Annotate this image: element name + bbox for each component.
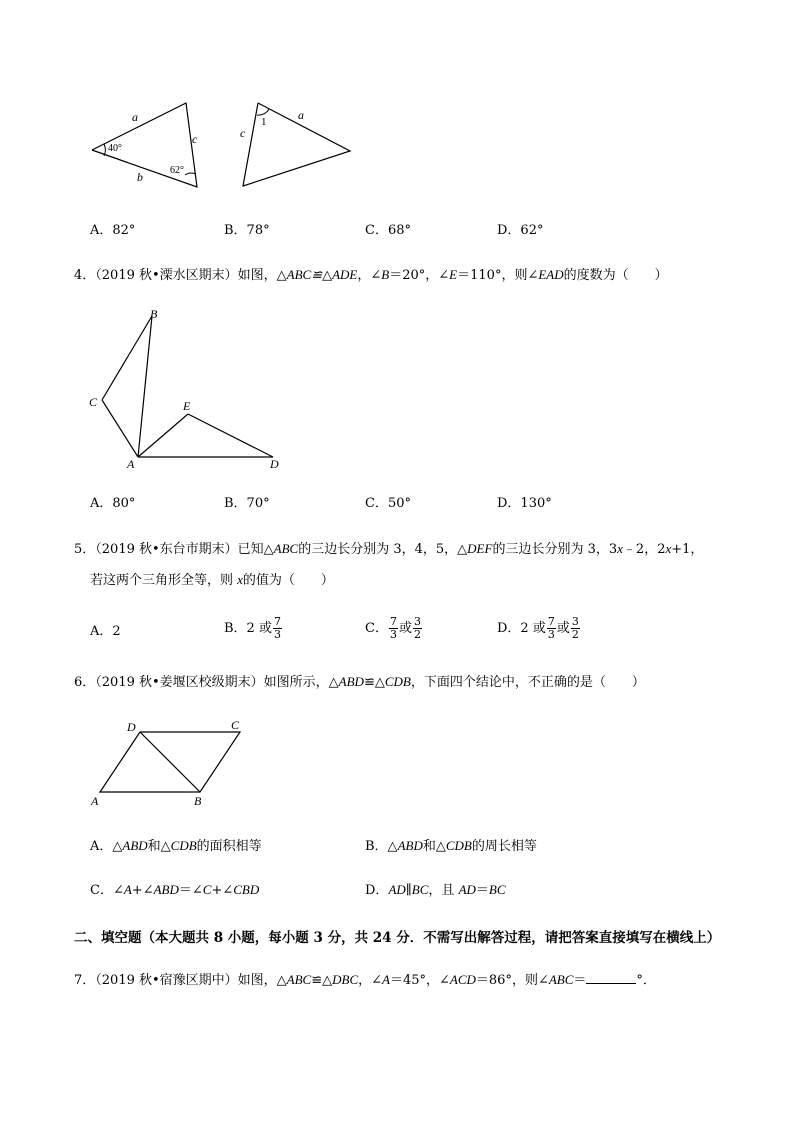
angle-1-label: 1 <box>261 116 267 128</box>
q4-option-a: A．80° <box>90 496 136 511</box>
q3-option-a: A．82° <box>90 223 136 238</box>
fraction: $\frac{7}{3}$ <box>547 615 555 641</box>
q4-option-b: B．70° <box>224 496 270 511</box>
q5-option-a: A．2 <box>90 624 121 639</box>
vertex-b-label: B <box>194 794 202 808</box>
vertex-e-label: E <box>183 399 191 413</box>
q6-option-a: A．△ABD和△CDB的面积相等 <box>90 838 262 854</box>
side-a-label: a <box>298 108 304 122</box>
q5-option-d: D．2 或 $\frac{7}{3}$ 或 $\frac{3}{2}$ <box>497 615 579 641</box>
q3-figure-1 <box>80 95 215 195</box>
fraction: $\frac{7}{3}$ <box>389 615 397 641</box>
q5-option-c: C． $\frac{7}{3}$ 或 $\frac{3}{2}$ <box>365 615 421 641</box>
vertex-c-label: C <box>89 395 98 409</box>
fraction: $\frac{3}{2}$ <box>413 615 421 641</box>
answer-blank[interactable] <box>586 971 636 984</box>
q6-figure <box>85 713 255 813</box>
q3-option-b: B．78° <box>224 223 270 238</box>
q6-option-c: C．∠A+∠ABD＝∠C+∠CBD <box>90 882 260 898</box>
q3-option-c: C．68° <box>365 223 411 238</box>
vertex-b-label: B <box>150 307 158 321</box>
q6-option-b: B．△ABD和△CDB的周长相等 <box>365 838 537 854</box>
side-a-label: a <box>132 110 138 124</box>
q4-option-c: C．50° <box>365 496 411 511</box>
q3-figure-2 <box>235 95 360 195</box>
section-2-heading: 二、填空题（本大题共 8 小题，每小题 3 分，共 24 分．不需写出解答过程，请把答案直接填写在横线上） <box>74 930 721 946</box>
angle-40-label: 40° <box>108 143 122 154</box>
question-5-line-1: 5．（2019 秋•东台市期末）已知△ABC的三边长分别为 3，4，5，△DEF的三边长分别为 3，3x﹣2，2x+1， <box>74 541 704 557</box>
q6-option-d: D．AD∥BC，且 AD＝BC <box>365 882 506 898</box>
question-5-line-2: 若这两个三角形全等，则 x的值为（ ） <box>90 572 334 588</box>
side-c-label: c <box>192 132 198 146</box>
vertex-a-label: A <box>91 794 99 808</box>
vertex-d-label: D <box>127 720 136 734</box>
angle-62-label: 62° <box>170 165 184 176</box>
vertex-d-label: D <box>270 457 279 471</box>
side-b-label: b <box>137 170 143 184</box>
q5-option-b: B．2 或 $\frac{7}{3}$ <box>224 615 281 641</box>
question-7: 7．（2019 秋•宿豫区期中）如图，△ABC≌△DBC，∠A＝45°，∠ACD＝86°，则∠ABC＝ °． <box>74 972 656 988</box>
side-c-label: c <box>240 126 246 140</box>
q3-option-d: D．62° <box>497 223 544 238</box>
q4-figure <box>85 302 295 472</box>
question-4: 4．（2019 秋•溧水区期末）如图，△ABC≌△ADE，∠B＝20°，∠E＝110°，则∠EAD的度数为（ ） <box>74 267 668 283</box>
fraction: $\frac{7}{3}$ <box>273 615 281 641</box>
fraction: $\frac{3}{2}$ <box>571 615 579 641</box>
question-6: 6．（2019 秋•姜堰区校级期末）如图所示，△ABD≌△CDB，下面四个结论中，不正确的是（ ） <box>74 674 645 690</box>
q4-option-d: D．130° <box>497 496 552 511</box>
vertex-a-label: A <box>127 457 135 471</box>
vertex-c-label: C <box>231 718 240 732</box>
